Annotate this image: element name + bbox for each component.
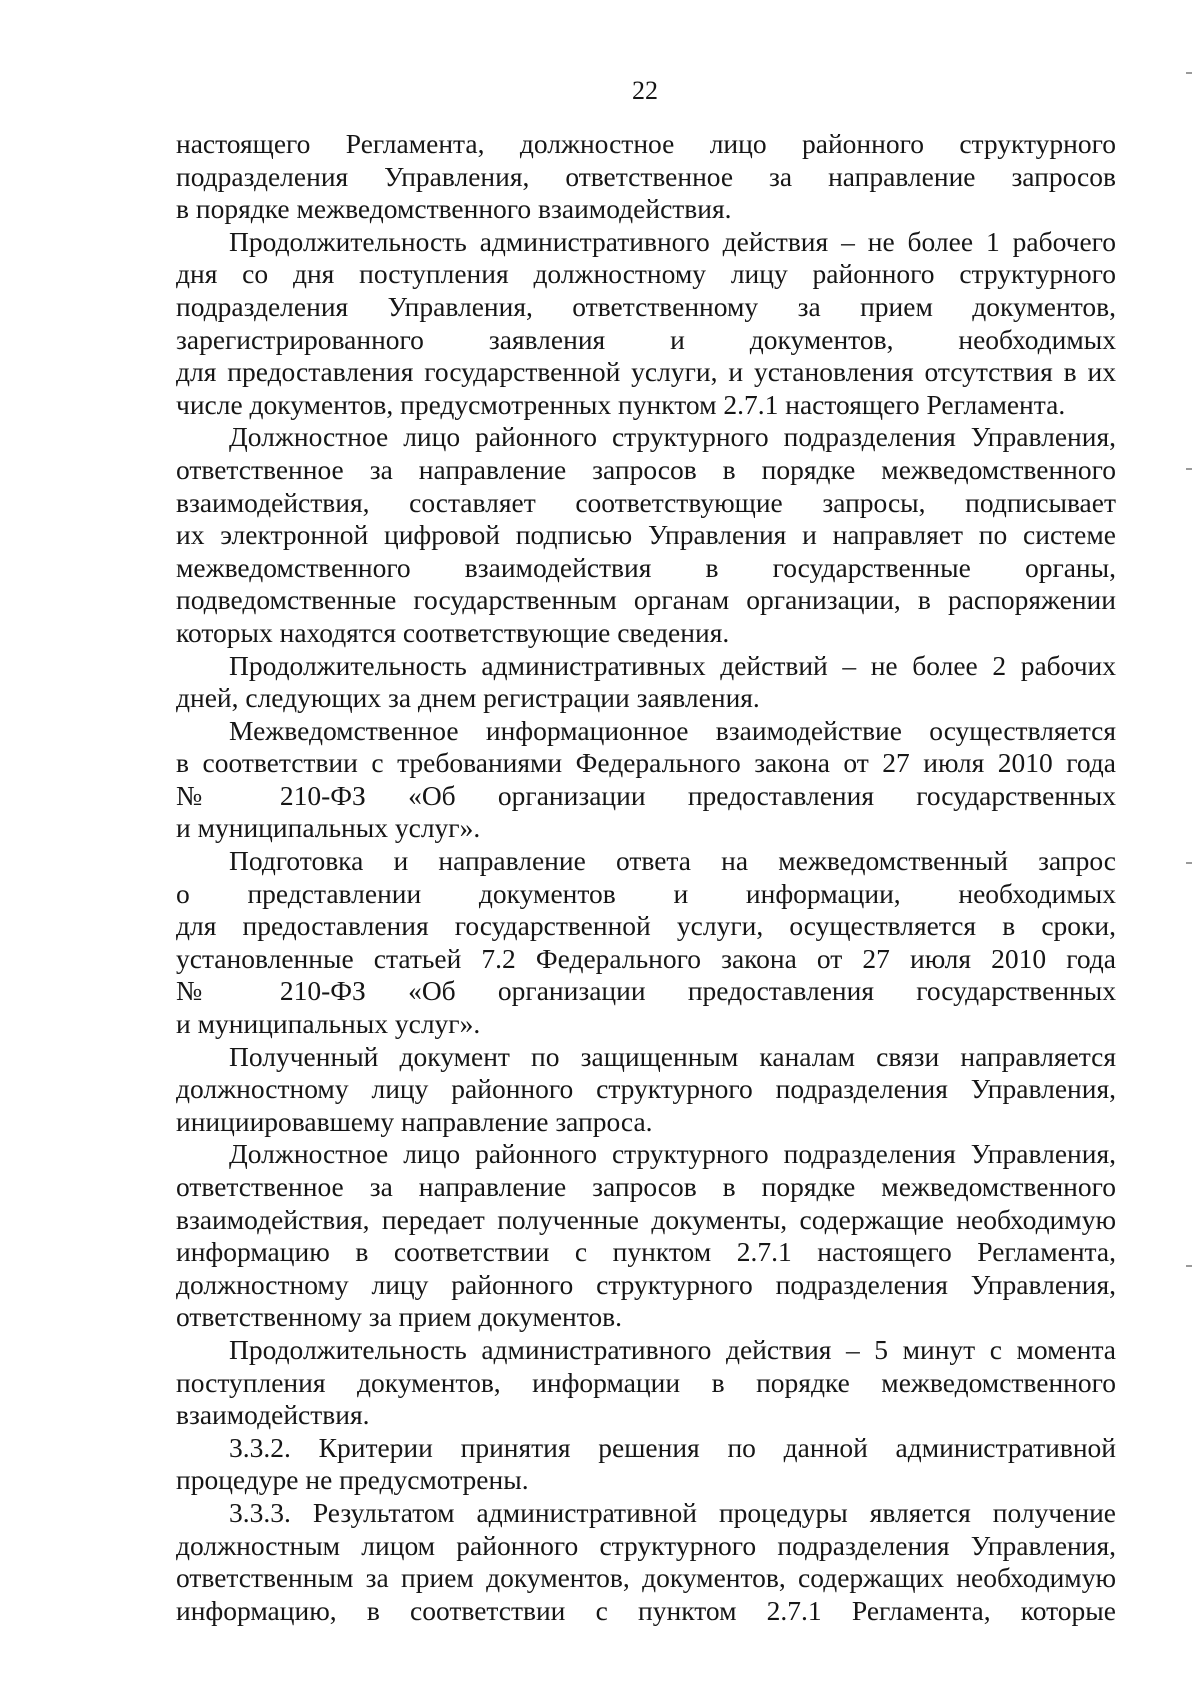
text-line: Полученный документ по защищенным каналам связи направляется bbox=[229, 1040, 1116, 1072]
text-line: информацию, в соответствии с пунктом 2.7.1 Регламента, которые bbox=[176, 1594, 1116, 1626]
text-line: настоящего Регламента, должностное лицо районного структурного bbox=[176, 128, 1116, 159]
paragraph bbox=[176, 1432, 1116, 1497]
paragraph bbox=[176, 128, 1116, 226]
text-line: должностному лицу районного структурного подразделения Управления, bbox=[176, 1268, 1116, 1300]
text-line: Должностное лицо районного структурного подразделения Управления, bbox=[229, 421, 1116, 453]
text-line: взаимодействия, передает полученные документы, содержащие необходимую bbox=[176, 1203, 1116, 1235]
text-line: дней, следующих за днем регистрации заявления. bbox=[176, 682, 760, 714]
text-line: Подготовка и направление ответа на межведомственный запрос bbox=[229, 845, 1116, 877]
text-line: процедуре не предусмотрены. bbox=[176, 1464, 529, 1496]
text-line: числе документов, предусмотренных пунктом 2.7.1 настоящего Регламента. bbox=[176, 388, 1066, 420]
text-line: для предоставления государственной услуги, и установления отсутствия в их bbox=[176, 356, 1116, 388]
text-line: ответственное за направление запросов в порядке межведомственного bbox=[176, 453, 1116, 485]
text-line: и муниципальных услуг». bbox=[176, 812, 481, 844]
text-line: их электронной цифровой подписью Управления и направляет по системе bbox=[176, 519, 1116, 551]
text-line: о представлении документов и информации, необходимых bbox=[176, 877, 1116, 909]
scan-margin-mark bbox=[1186, 72, 1192, 74]
scan-margin-mark bbox=[1186, 862, 1192, 864]
text-line: 3.3.3. Результатом административной процедуры является получение bbox=[229, 1496, 1116, 1528]
scan-margin-mark bbox=[1186, 468, 1192, 470]
text-line: № 210-ФЗ «Об организации предоставления государственных bbox=[176, 975, 1116, 1007]
paragraph bbox=[176, 845, 1116, 1041]
text-line: для предоставления государственной услуги, осуществляется в сроки, bbox=[176, 910, 1116, 942]
text-line: подразделения Управления, ответственному за прием документов, bbox=[176, 290, 1116, 322]
text-line: Продолжительность административного действия – не более 1 рабочего bbox=[229, 225, 1116, 257]
paragraph bbox=[176, 1334, 1116, 1432]
paragraph bbox=[176, 1041, 1116, 1139]
document-body bbox=[176, 128, 1116, 1627]
text-line: инициировавшему направление запроса. bbox=[176, 1105, 653, 1137]
paragraph bbox=[176, 715, 1116, 845]
paragraph bbox=[176, 1138, 1116, 1334]
text-line: в соответствии с требованиями Федерального закона от 27 июля 2010 года bbox=[176, 747, 1116, 779]
text-line: Продолжительность административного действия – 5 минут с момента bbox=[229, 1333, 1116, 1365]
text-line: Межведомственное информационное взаимодействие осуществляется bbox=[229, 714, 1116, 746]
text-line: установленные статьей 7.2 Федерального закона от 27 июля 2010 года bbox=[176, 942, 1116, 974]
text-line: ответственное за направление запросов в порядке межведомственного bbox=[176, 1171, 1116, 1202]
paragraph bbox=[176, 1497, 1116, 1627]
text-line: ответственному за прием документов. bbox=[176, 1301, 623, 1333]
text-line: Продолжительность административных действий – не более 2 рабочих bbox=[229, 649, 1116, 681]
text-line: взаимодействия. bbox=[176, 1399, 370, 1431]
text-line: должностному лицу районного структурного подразделения Управления, bbox=[176, 1073, 1116, 1105]
text-line: взаимодействия, составляет соответствующие запросы, подписывает bbox=[176, 486, 1116, 518]
text-line: должностным лицом районного структурного подразделения Управления, bbox=[176, 1529, 1116, 1561]
text-line: № 210-ФЗ «Об организации предоставления государственных bbox=[176, 779, 1116, 811]
text-line: подведомственные государственным органам организации, в распоряжении bbox=[176, 584, 1116, 616]
text-line: поступления документов, информации в порядке межведомственного bbox=[176, 1366, 1116, 1398]
text-line: Должностное лицо районного структурного подразделения Управления, bbox=[229, 1138, 1116, 1170]
text-line: межведомственного взаимодействия в государственные органы, bbox=[176, 551, 1116, 583]
text-line: 3.3.2. Критерии принятия решения по данной административной bbox=[229, 1431, 1116, 1463]
paragraph bbox=[176, 226, 1116, 422]
text-line: которых находятся соответствующие сведения. bbox=[176, 616, 730, 648]
text-line: подразделения Управления, ответственное за направление запросов bbox=[176, 160, 1116, 192]
text-line: в порядке межведомственного взаимодействия. bbox=[176, 193, 732, 225]
paragraph bbox=[176, 421, 1116, 649]
text-line: дня со дня поступления должностному лицу районного структурного bbox=[176, 258, 1116, 290]
text-line: информацию в соответствии с пунктом 2.7.1 настоящего Регламента, bbox=[176, 1236, 1116, 1268]
scan-margin-mark bbox=[1186, 1265, 1192, 1267]
paragraph bbox=[176, 650, 1116, 715]
text-line: зарегистрированного заявления и документов, необходимых bbox=[176, 323, 1116, 355]
text-line: и муниципальных услуг». bbox=[176, 1008, 481, 1040]
page-number: 22 bbox=[632, 76, 658, 105]
text-line: ответственным за прием документов, документов, содержащих необходимую bbox=[176, 1562, 1116, 1594]
